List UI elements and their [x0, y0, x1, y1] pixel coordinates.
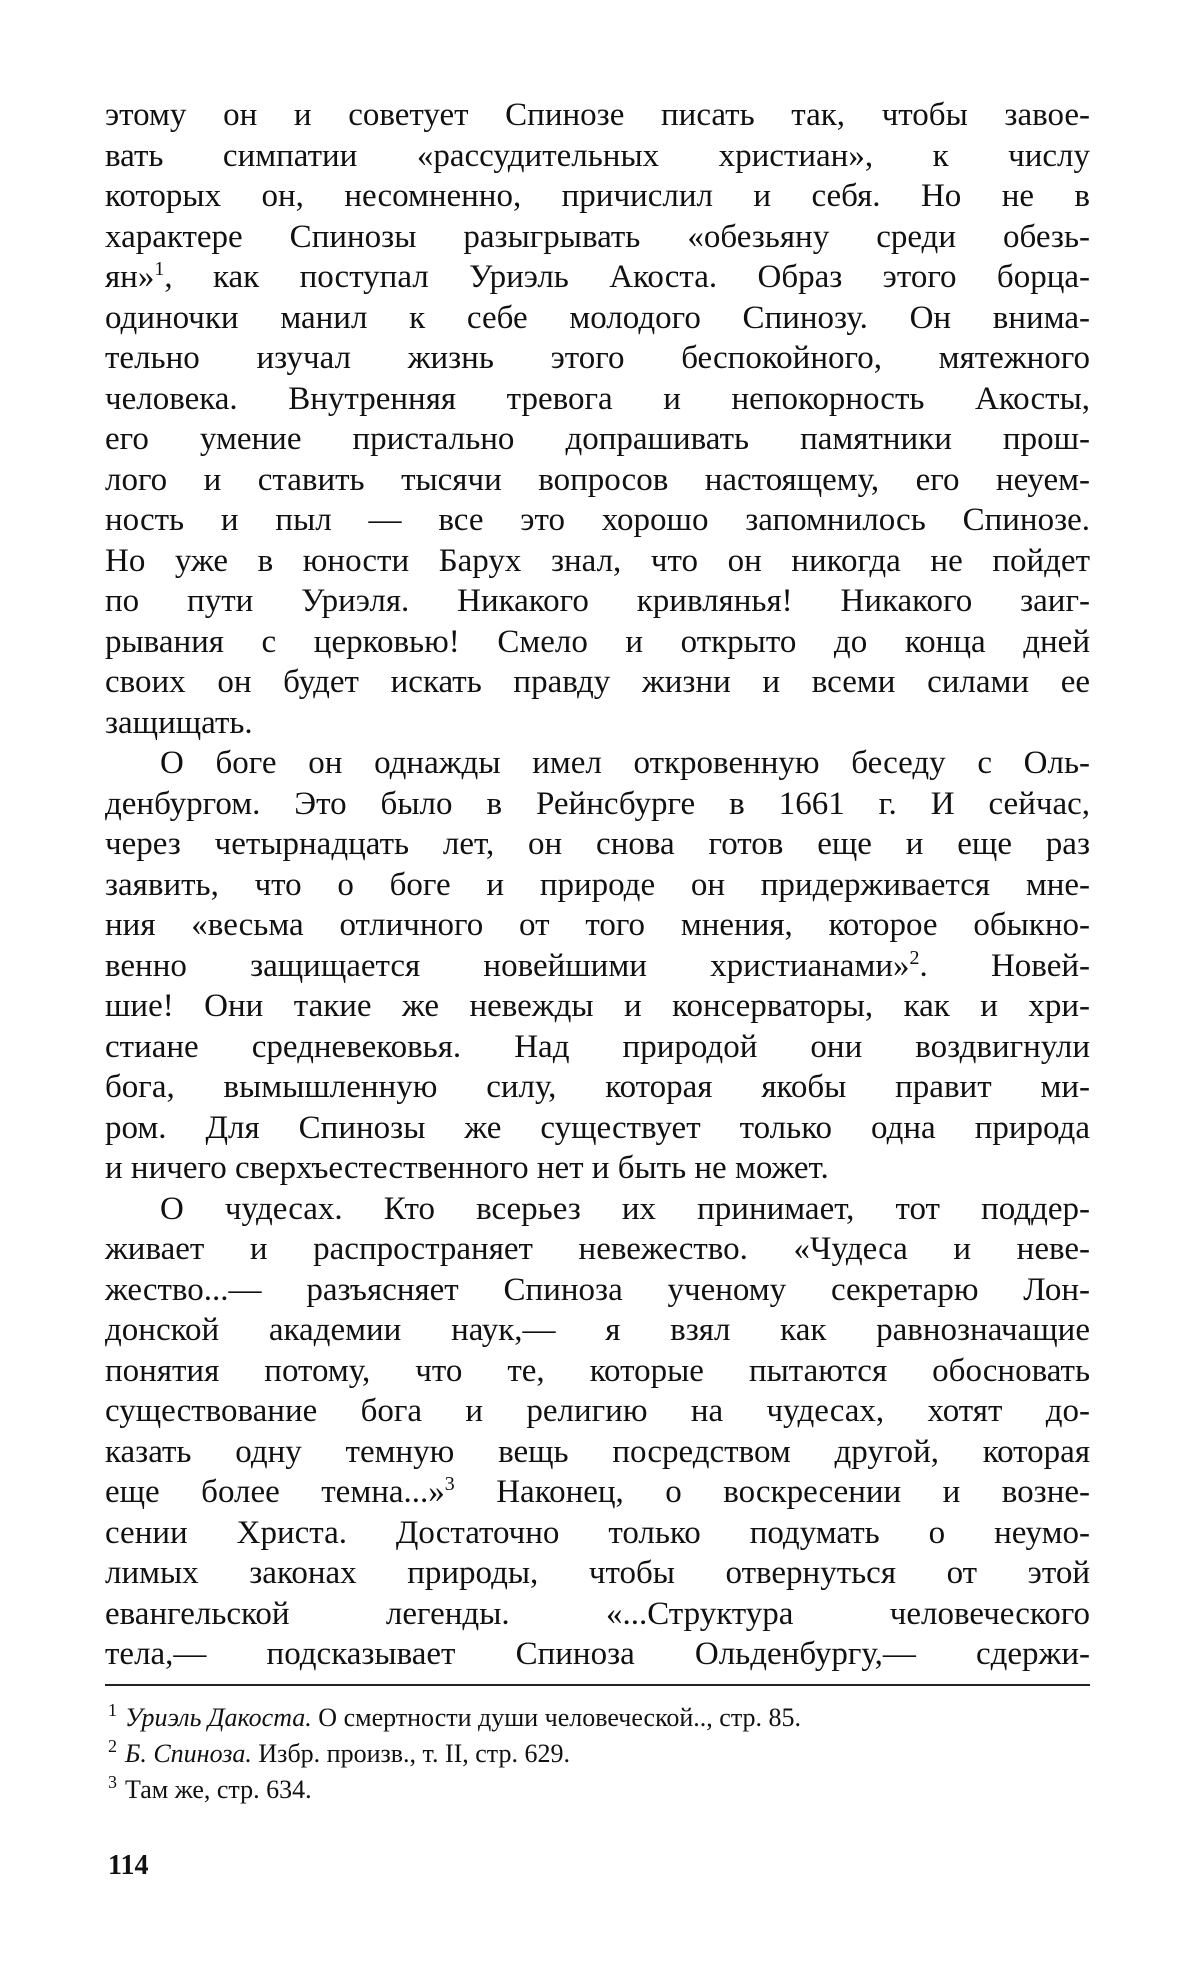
text-line: существование бога и религию на чудесах, хотят до-	[105, 1393, 1090, 1429]
footnote-number: 3	[108, 1772, 117, 1793]
text-line: ром. Для Спинозы же существует только одна природа	[105, 1109, 1090, 1146]
footnote-author: Б. Спиноза.	[125, 1739, 252, 1768]
text-line: рывания с церковью! Смело и открыто до конца дней	[105, 623, 1090, 660]
text-line: ния «весьма отличного от того мнения, которое обыкно-	[105, 907, 1090, 943]
text-line: лого и ставить тысячи вопросов настоящему, его неуем-	[105, 461, 1090, 498]
text-line: и ничего сверхъестественного нет и быть не может.	[105, 1150, 829, 1186]
footnotes	[108, 1700, 1093, 1808]
text-line: защищать.	[105, 704, 253, 741]
footnote-ref: 3	[444, 1473, 455, 1495]
footnote-text: Там же, стр. 634.	[125, 1775, 312, 1804]
text-line: тельно изучал жизнь этого беспокойного, мятежного	[105, 340, 1090, 376]
text-line: стиане средневековья. Над природой они воздвигнули	[105, 1028, 1090, 1065]
text-line: человека. Внутренняя тревога и непокорность Акосты,	[105, 380, 1090, 417]
text-line: характере Спинозы разыгрывать «обезьяну среди обезь-	[105, 218, 1090, 255]
text-segment: . Новей-	[919, 947, 1090, 984]
text-segment: Наконец, о воскресении и возне-	[454, 1474, 1090, 1510]
text-line: через четырнадцать лет, он снова готов еще и еще раз	[105, 826, 1090, 862]
text-line: бога, вымышленную силу, которая якобы правит ми-	[105, 1069, 1090, 1105]
text-line: вать симпатии «рассудительных христиан», к числу	[105, 137, 1090, 174]
text-line: денбургом. Это было в Рейнсбурге в 1661 г. И сейчас,	[105, 785, 1090, 822]
text-line: заявить, что о боге и природе он придерживается мне-	[105, 866, 1090, 903]
footnote-text: О смертности души человеческой.., стр. 85.	[311, 1703, 802, 1732]
text-line: О чудесах. Кто всерьез их принимает, тот поддер-	[160, 1190, 1090, 1227]
main-text	[105, 95, 1090, 1675]
text-line: тела,— подсказывает Спиноза Ольденбургу,— сдержи-	[105, 1636, 1090, 1672]
text-line: по пути Уриэля. Никакого кривлянья! Никакого заиг-	[105, 583, 1090, 619]
text-segment: венно защищается новейшими христианами»	[105, 947, 910, 984]
text-line: которых он, несомненно, причислил и себя. Но не в	[105, 178, 1090, 214]
text-line: евангельской легенды. «...Структура человеческого	[105, 1595, 1090, 1632]
text-segment: еще более темна...»	[105, 1474, 445, 1510]
footnote-divider	[105, 1684, 1090, 1686]
footnote-ref: 1	[154, 258, 165, 280]
text-line: шие! Они такие же невежды и консерваторы, как и хри-	[105, 988, 1090, 1024]
text-line: донской академии наук,— я взял как равнозначащие	[105, 1312, 1090, 1348]
footnote-1	[108, 1700, 1093, 1736]
footnote-ref: 2	[909, 946, 920, 969]
text-segment: ян»	[105, 259, 155, 295]
text-line: его умение пристально допрашивать памятники прош-	[105, 421, 1090, 457]
footnote-3	[108, 1772, 1093, 1808]
footnote-number: 1	[108, 1700, 117, 1721]
page-number: 114	[108, 1850, 149, 1881]
text-line	[105, 946, 1090, 987]
text-line: понятия потому, что те, которые пытаются обосновать	[105, 1352, 1090, 1389]
footnote-text: Избр. произв., т. II, стр. 629.	[251, 1739, 570, 1768]
text-line: живает и распространяет невежество. «Чудеса и неве-	[105, 1231, 1090, 1267]
text-line: одиночки манил к себе молодого Спинозу. Он внима-	[105, 299, 1090, 336]
text-line: казать одну темную вещь посредством другой, которая	[105, 1433, 1090, 1470]
footnote-2	[108, 1736, 1093, 1772]
text-line: жество...— разъясняет Спиноза ученому секретарю Лон-	[105, 1271, 1090, 1308]
text-line: ность и пыл — все это хорошо запомнилось Спинозе.	[105, 502, 1090, 538]
text-line: сении Христа. Достаточно только подумать о неумо-	[105, 1514, 1090, 1551]
text-line: О боге он однажды имел откровенную беседу с Оль-	[160, 745, 1090, 781]
text-line: лимых законах природы, чтобы отвернуться от этой	[105, 1555, 1090, 1591]
text-line: Но уже в юности Барух знал, что он никогда не пойдет	[105, 542, 1090, 579]
text-line: своих он будет искать правду жизни и всеми силами ее	[105, 664, 1090, 700]
text-line	[105, 1472, 1090, 1513]
footnote-number: 2	[108, 1736, 117, 1757]
footnote-author: Уриэль Дакоста.	[125, 1703, 312, 1732]
text-line: этому он и советует Спинозе писать так, чтобы завое-	[105, 97, 1090, 133]
page-body	[105, 95, 1090, 1675]
text-segment: , как поступал Уриэль Акоста. Образ этого борца-	[164, 259, 1090, 295]
text-line	[105, 257, 1090, 298]
